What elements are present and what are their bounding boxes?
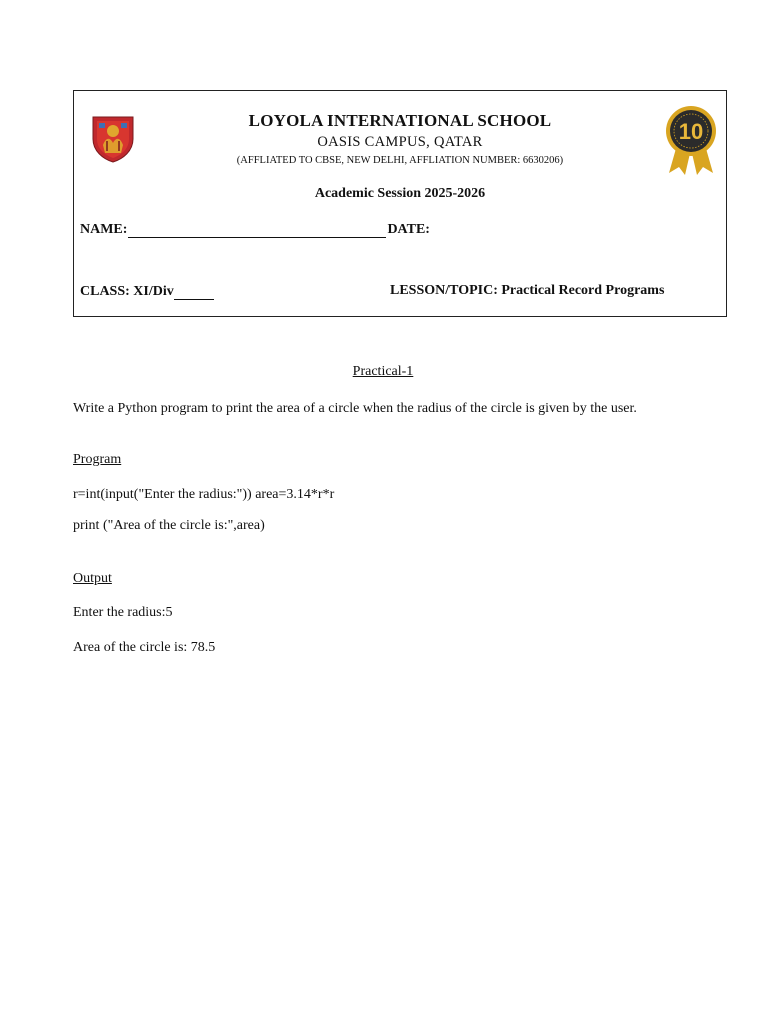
name-label: NAME:	[80, 222, 128, 237]
code-line: r=int(input("Enter the radius:")) area=3.14*r*r	[73, 487, 335, 502]
name-field-line	[128, 221, 386, 238]
question-text: Write a Python program to print the area of a circle when the radius of the circle is given by the user.	[73, 401, 637, 416]
class-row	[80, 283, 214, 300]
badge-number: 10	[678, 119, 704, 144]
affiliation-text: (AFFLIATED TO CBSE, NEW DELHI, AFFLIATION NUMBER: 6630206)	[236, 155, 564, 166]
output-line: Area of the circle is: 78.5	[73, 640, 216, 655]
practical-title: Practical-1	[352, 364, 414, 379]
code-line: print ("Area of the circle is:",area)	[73, 518, 265, 533]
name-row	[80, 221, 430, 238]
lesson-topic: LESSON/TOPIC: Practical Record Programs	[390, 283, 665, 298]
output-line: Enter the radius:5	[73, 605, 173, 620]
class-label: CLASS: XI/Div	[80, 284, 174, 299]
date-label: DATE:	[387, 222, 430, 237]
output-heading: Output	[73, 571, 112, 586]
division-field-line	[174, 283, 214, 300]
campus-name: OASIS CAMPUS, QATAR	[317, 134, 483, 150]
school-name: LOYOLA INTERNATIONAL SCHOOL	[248, 111, 552, 130]
academic-session: Academic Session 2025-2026	[314, 186, 486, 201]
program-heading: Program	[73, 452, 122, 467]
header-box	[73, 90, 727, 317]
